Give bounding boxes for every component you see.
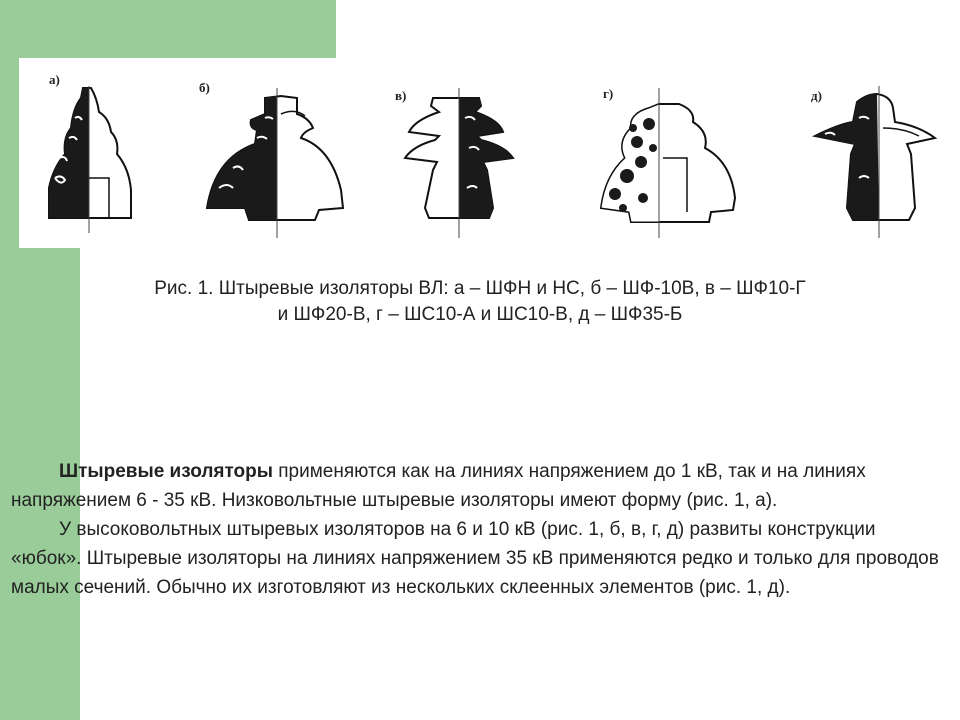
label-d: д) <box>811 88 822 103</box>
label-v: в) <box>395 88 407 103</box>
label-b: б) <box>199 80 210 95</box>
insulators-figure <box>19 58 939 248</box>
decorative-green-header <box>0 0 336 58</box>
term-pin-insulators: Штыревые изоляторы <box>59 461 273 482</box>
insulator-v-drawing <box>405 88 513 238</box>
paragraph-1 <box>11 457 947 515</box>
figure-caption <box>60 276 900 328</box>
caption-line-2: и ШФ20-В, г – ШС10-А и ШС10-В, д – ШФ35-Б <box>277 304 683 325</box>
insulator-a-drawing <box>49 86 131 233</box>
insulator-g-drawing <box>601 88 735 238</box>
label-a: а) <box>49 72 60 87</box>
insulator-b-drawing <box>207 88 343 238</box>
insulators-drawing <box>19 58 939 248</box>
paragraph-1-text: применяются как на линиях напряжением до 1 кВ, так и на линиях напряжением 6 - 35 кВ. Низковольтные штыревые изоляторы имеют форму (рис. 1, а). <box>11 461 866 511</box>
label-g: г) <box>603 86 614 101</box>
insulator-d-drawing <box>815 86 935 238</box>
body-text <box>11 457 947 602</box>
caption-line-1: Рис. 1. Штыревые изоляторы ВЛ: а – ШФН и НС, б – ШФ-10В, в – ШФ10-Г <box>154 278 806 299</box>
paragraph-2: У высоковольтных штыревых изоляторов на 6 и 10 кВ (рис. 1, б, в, г, д) развиты конструкции «юбок». Штыревые изоляторы на линиях напряжением 35 кВ применяются редко и только для проводов малых сечений. Обычно их изготовляют из нескольких склеенных элементов (рис. 1, д). <box>11 519 939 598</box>
